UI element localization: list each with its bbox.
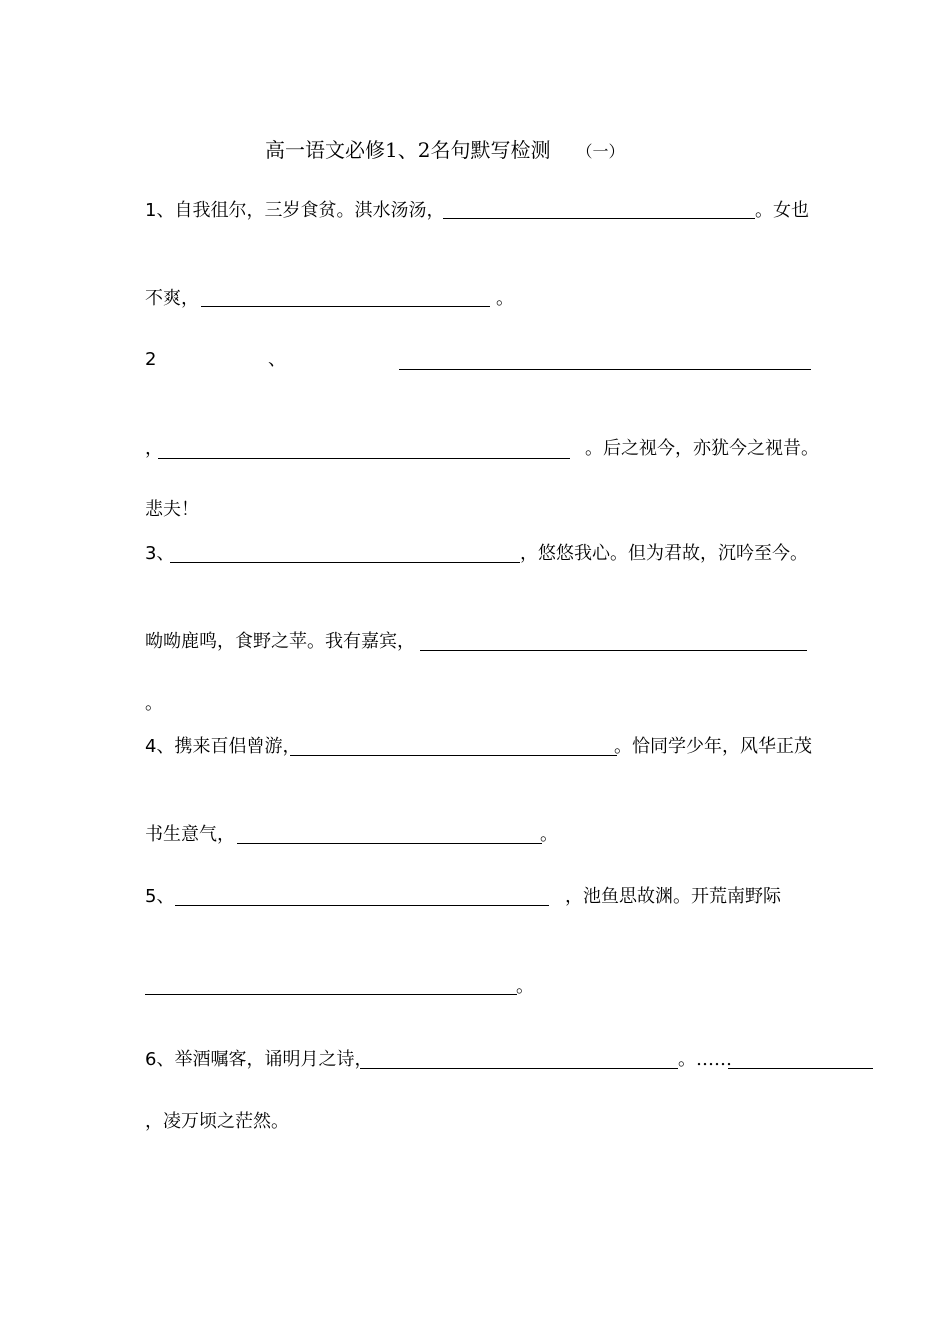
question-1-blank-2[interactable] [201, 306, 490, 307]
title-sub: （一） [576, 142, 625, 161]
question-5-blank-2[interactable] [145, 994, 517, 995]
question-3-text-b: 呦呦鹿鸣，食野之苹。我有嘉宾， [145, 631, 415, 652]
question-1-line-1 [145, 199, 444, 223]
question-2-mark: 、 [268, 349, 286, 370]
question-3-blank-1[interactable] [170, 562, 520, 563]
worksheet-title [265, 136, 624, 166]
question-4-blank-2[interactable] [237, 843, 542, 844]
question-1-text-c: 不爽， [145, 288, 199, 309]
question-5-blank-1[interactable] [175, 905, 549, 906]
question-6-blank-2[interactable] [728, 1068, 873, 1069]
question-4-text-d: 。 [540, 824, 558, 845]
question-4-text-a: 携来百侣曾游， [174, 736, 301, 757]
question-1-text-a: 自我徂尔，三岁食贫。淇水汤汤， [174, 200, 445, 221]
question-1-blank-1[interactable] [443, 218, 755, 219]
question-4-line-1 [145, 735, 300, 759]
title-main: 高一语文必修1、2名句默写检测 [265, 138, 551, 162]
question-1-text-b: 。女也 [755, 200, 809, 221]
question-3-text-c: 。 [145, 693, 163, 714]
question-3-blank-2[interactable] [420, 650, 807, 651]
question-1-number: 1、 [145, 200, 175, 221]
question-6-text-a: 举酒嘱客，诵明月之诗， [174, 1049, 373, 1070]
question-2-text-b: 。后之视今，亦犹今之视昔。 [585, 438, 819, 459]
question-5-number: 5、 [145, 886, 175, 907]
question-4-number: 4、 [145, 736, 175, 757]
question-2-blank-1[interactable] [399, 369, 811, 370]
question-5-text-a: ，池鱼思故渊。开荒南野际 [565, 886, 781, 907]
question-6-number: 6、 [145, 1049, 175, 1070]
question-6-text-c: ，凌万顷之茫然。 [145, 1111, 289, 1132]
question-2-number: 2 [145, 349, 157, 370]
question-2-text-a: ， [145, 438, 163, 459]
question-4-text-b: 。恰同学少年，风华正茂 [614, 736, 812, 757]
question-6-blank-1[interactable] [360, 1068, 678, 1069]
question-2-blank-2[interactable] [158, 458, 570, 459]
question-5-text-b: 。 [516, 976, 534, 997]
question-4-blank-1[interactable] [290, 755, 617, 756]
question-3-text-a: ，悠悠我心。但为君故，沉吟至今。 [520, 543, 808, 564]
question-2-text-c: 悲夫！ [145, 499, 199, 520]
question-3-number: 3、 [145, 543, 175, 564]
question-6-text-b: 。…… [678, 1049, 732, 1070]
question-6-line-1 [145, 1048, 372, 1072]
question-1-text-d: 。 [496, 288, 514, 309]
question-4-text-c: 书生意气， [145, 824, 235, 845]
